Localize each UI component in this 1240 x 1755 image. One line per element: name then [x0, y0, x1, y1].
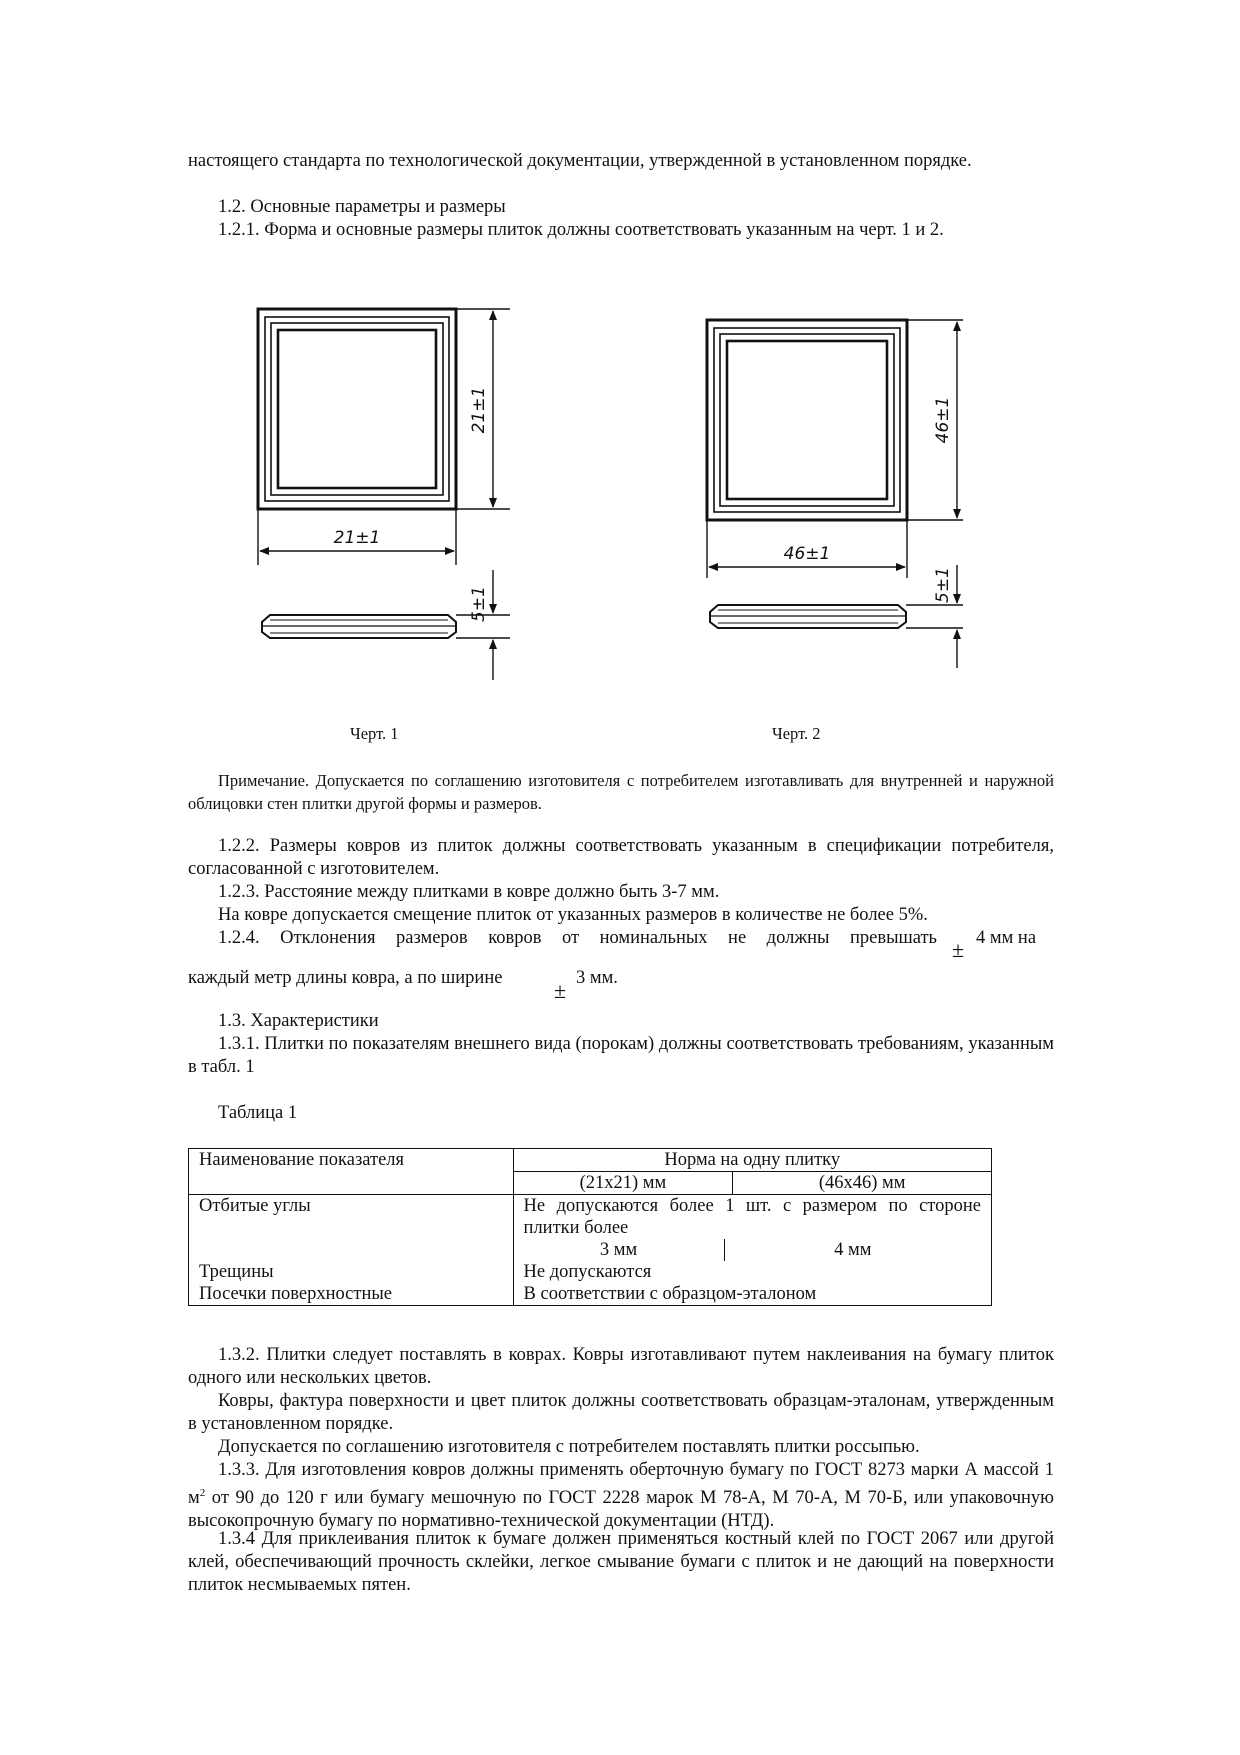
tile-drawings [0, 0, 1240, 760]
table-cell-value-46: 4 мм [834, 1240, 872, 1260]
tile-2-width-label: 46±1 [783, 544, 831, 564]
paragraph-1-2-2: 1.2.2. Размеры ковров из плиток должны соответствовать указанным в спецификации потребителя, согласованной с изготовителем. [188, 836, 1054, 879]
paragraph-1-2-4: 1.2.4. Отклонения размеров ковров от номинальных не должны превышать [218, 928, 937, 948]
tile-1-width-label: 21±1 [333, 528, 381, 548]
paragraph-1-3-2: 1.3.2. Плитки следует поставлять в коврах. Ковры изготавливают путем наклеивания на бумагу плиток одного или нескольких цветов. [188, 1345, 1054, 1388]
table-row [189, 1283, 992, 1306]
table-cell-norm: Не допускаются [513, 1261, 991, 1283]
paragraph-1-3-3 [188, 1459, 1054, 1533]
paragraph-1-2-4-value: 4 мм на [976, 928, 1037, 948]
paragraph-1-3-3-end: от 90 до 120 г или бумагу мешочную по ГОСТ 2228 марок М 78-А, М 70-А, М 70-Б, или упаковочную высокопрочную бумагу по нормативно-технической документации (НТД). [188, 1488, 1054, 1532]
tile-2-height-label: 46±1 [933, 396, 953, 444]
paragraph-1-3-1: 1.3.1. Плитки по показателям внешнего вида (порокам) должны соответствовать требованиям, указанным в табл. 1 [188, 1034, 1054, 1077]
paragraph-carpets: Ковры, фактура поверхности и цвет плиток должны соответствовать образцам-эталонам, утвержденным в установленном порядке. [188, 1391, 1054, 1434]
paragraph-1-2-1: 1.2.1. Форма и основные размеры плиток должны соответствовать указанным на черт. 1 и 2. [218, 220, 944, 240]
table-cell-name: Отбитые углы [189, 1195, 514, 1262]
table-header-norm: Норма на одну плитку [513, 1149, 991, 1172]
tile-1-plan-view [258, 309, 456, 509]
table-row [189, 1195, 992, 1262]
note: Примечание. Допускается по соглашению изготовителя с потребителем изготавливать для внутренней и наружной облицовки стен плитки другой формы и размеров. [188, 771, 1054, 813]
paragraph-intro: настоящего стандарта по технологической документации, утвержденной в установленном порядке. [188, 151, 972, 171]
table-header-size-21: (21х21) мм [513, 1172, 733, 1195]
table-cell-norm-text: Не допускаются более 1 шт. с размером по стороне плитки более [523, 1196, 981, 1238]
table-header-indicator: Наименование показателя [189, 1149, 514, 1195]
table-cell-norm [513, 1195, 991, 1262]
tile-2-side-view [710, 605, 906, 628]
tile-1-height-label: 21±1 [469, 386, 489, 434]
paragraph-1-2-4-width-value: 3 мм. [576, 968, 618, 988]
table-row [189, 1261, 992, 1283]
table-caption: Таблица 1 [218, 1103, 298, 1123]
plus-minus-sign: ± [554, 978, 567, 1003]
table-cell-values [524, 1239, 981, 1261]
paragraph-1-3-4: 1.3.4 Для приклеивания плиток к бумаге должен применяться костный клей по ГОСТ 2067 или другой клей, обеспечивающий прочность склейки, легкое смывание бумаги с плиток и не дающий на поверхности плиток несмываемых пятен. [188, 1529, 1054, 1595]
paragraph-loose: Допускается по соглашению изготовителя с потребителем поставлять плитки россыпью. [218, 1437, 920, 1457]
paragraph-1-2-3: 1.2.3. Расстояние между плитками в ковре должно быть 3-7 мм. [218, 882, 720, 902]
table-cell-name: Посечки поверхностные [189, 1283, 514, 1306]
tile-1-thickness-label: 5±1 [469, 586, 489, 622]
section-heading-1-2: 1.2. Основные параметры и размеры [218, 197, 506, 217]
table-1 [188, 1148, 992, 1306]
table-cell-value-21: 3 мм [514, 1239, 725, 1261]
tile-2-thickness-label: 5±1 [933, 567, 953, 603]
table-header-size-46: (46х46) мм [733, 1172, 992, 1195]
superscript-2: 2 [199, 1487, 206, 1499]
plus-minus-sign: ± [952, 937, 965, 962]
paragraph-1-3-3-start: 1.3.3. Для изготовления ковров должны применять оберточную бумагу по ГОСТ 8273 марки А массой 1 м [188, 1460, 1054, 1509]
tile-2-plan-view [707, 320, 907, 520]
tile-1-side-view [262, 615, 456, 638]
figure-1-caption: Черт. 1 [350, 724, 399, 743]
table-cell-norm: В соответствии с образцом-эталоном [513, 1283, 991, 1306]
section-heading-1-3: 1.3. Характеристики [218, 1011, 379, 1031]
figure-2-caption: Черт. 2 [772, 724, 821, 743]
paragraph-1-2-4-cont: каждый метр длины ковра, а по ширине [188, 968, 503, 988]
table-cell-name: Трещины [189, 1261, 514, 1283]
paragraph-shift: На ковре допускается смещение плиток от указанных размеров в количестве не более 5%. [218, 905, 928, 925]
